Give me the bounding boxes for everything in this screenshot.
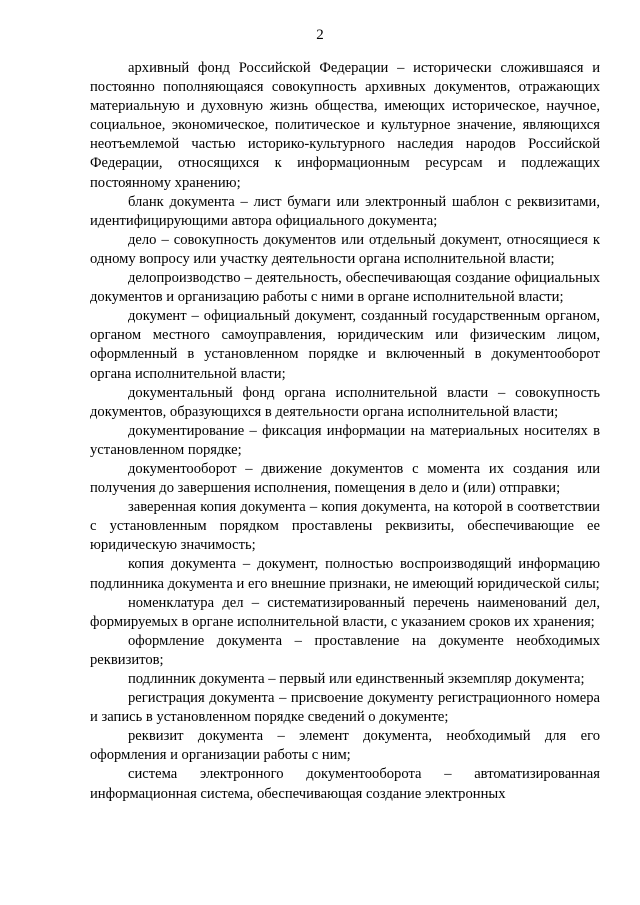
definition-archive-fund: архивный фонд Российской Федерации – исторически сложившаяся и постоянно пополняющаяся совокупность архивных документов, отражающих материальную и духовную жизнь общества, имеющих историческое, научное, социальное, экономическое, политическое и культурное значение, являющихся неотъемлемой частью историко-культурного наследия народов Российской Федерации, относящихся к информационным ресурсам и подлежащих постоянному хранению; <box>90 60 600 191</box>
definition-document-flow: документооборот – движение документов с момента их создания или получения до завершения исполнения, помещения в дело и (или) отправки; <box>90 460 600 497</box>
definition-document-formatting: оформление документа – проставление на документе необходимых реквизитов; <box>90 632 600 668</box>
definition-case-file: дело – совокупность документов или отдельный документ, относящиеся к одному вопросу или участку деятельности органа исполнительной власти; <box>90 231 600 267</box>
definition-records-management: делопроизводство – деятельность, обеспечивающая создание официальных документов и организацию работы с ними в органе исполнительной власти; <box>90 270 600 306</box>
definition-original-document: подлинник документа – первый или единственный экземпляр документа; <box>128 671 585 687</box>
definitions-list <box>90 59 600 804</box>
definition-edms: система электронного документооборота – автоматизированная информационная система, обеспечивающая создание электронных <box>90 766 600 802</box>
page-number: 2 <box>316 27 324 43</box>
definition-document-form: бланк документа – лист бумаги или электронный шаблон с реквизитами, идентифицирующими автора официального документа; <box>90 193 600 229</box>
definition-documenting: документирование – фиксация информации на материальных носителях в установленном порядке; <box>90 422 600 458</box>
definition-certified-copy: заверенная копия документа – копия документа, на которой в соответствии с установленным порядком проставлены реквизиты, обеспечивающие ее юридическую значимость; <box>90 499 600 554</box>
definition-documentary-fund: документальный фонд органа исполнительной власти – совокупность документов, образующихся в деятельности органа исполнительной власти; <box>90 384 600 420</box>
definition-case-nomenclature: номенклатура дел – систематизированный перечень наименований дел, формируемых в органе исполнительной власти, с указанием сроков их хранения; <box>90 594 600 630</box>
definition-document-requisite: реквизит документа – элемент документа, необходимый для его оформления и организации работы с ним; <box>90 728 600 764</box>
definition-document: документ – официальный документ, созданный государственным органом, органом местного самоуправления, юридическим или физическим лицом, оформленный в установленном порядке и включенный в документооборот органа исполнительной власти; <box>90 308 600 382</box>
definition-document-copy: копия документа – документ, полностью воспроизводящий информацию подлинника документа и его внешние признаки, не имеющий юридической силы; <box>90 556 600 592</box>
definition-document-registration: регистрация документа – присвоение документу регистрационного номера и запись в установленном порядке сведений о документе; <box>90 690 600 726</box>
